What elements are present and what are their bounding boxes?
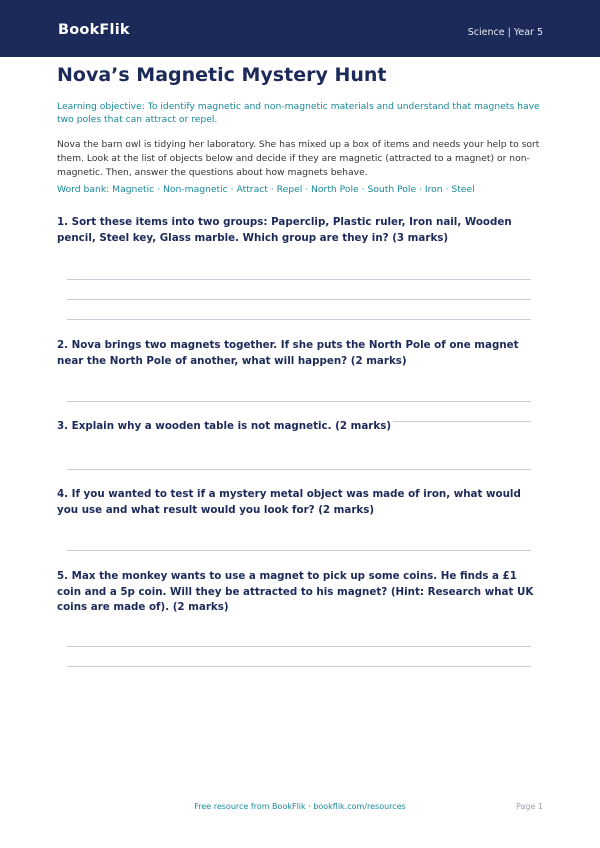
answer-line bbox=[67, 299, 531, 300]
answer-line bbox=[67, 319, 531, 320]
question-2: 2. Nova brings two magnets together. If she puts the North Pole of one magnet near the North Pole of another, what will happen? (2 marks) bbox=[57, 338, 543, 369]
subject-year-label: Science | Year 5 bbox=[467, 27, 543, 38]
answer-line bbox=[67, 666, 531, 667]
answer-line bbox=[67, 279, 531, 280]
answer-line bbox=[67, 469, 531, 470]
intro-paragraph: Nova the barn owl is tidying her laboratory. She has mixed up a box of items and needs your help to sort them. Look at the list of objects below and decide if they are magnetic (attracted to a magnet) or non-magnetic. Then, answer the questions about how magnets behave. bbox=[57, 139, 540, 178]
question-3: 3. Explain why a wooden table is not magnetic. (2 marks) bbox=[57, 419, 393, 435]
brand-logo-text: BookFlik bbox=[58, 22, 130, 38]
page-number: Page 1 bbox=[516, 802, 543, 811]
footer-link[interactable]: Free resource from BookFlik · bookflik.com/resources bbox=[194, 802, 406, 811]
question-4: 4. If you wanted to test if a mystery metal object was made of iron, what would you use and what result would you look for? (2 marks) bbox=[57, 487, 543, 518]
answer-line bbox=[67, 646, 531, 647]
question-5: 5. Max the monkey wants to use a magnet to pick up some coins. He finds a £1 coin and a 5p coin. Will they be attracted to his magnet? (Hint: Research what UK coins are made of). (2 marks) bbox=[57, 569, 543, 616]
question-1: 1. Sort these items into two groups: Paperclip, Plastic ruler, Iron nail, Wooden pencil, Steel key, Glass marble. Which group are they in? (3 marks) bbox=[57, 216, 512, 244]
answer-line bbox=[67, 401, 531, 402]
answer-line bbox=[67, 550, 531, 551]
learning-objective: Learning objective: To identify magnetic and non-magnetic materials and understand that magnets have two poles that can attract or repel. bbox=[57, 101, 540, 125]
word-bank: Word bank: Magnetic · Non-magnetic · Attract · Repel · North Pole · South Pole · Iron · Steel bbox=[57, 184, 475, 195]
header-bar bbox=[0, 0, 600, 57]
worksheet-title: Nova’s Magnetic Mystery Hunt bbox=[57, 64, 387, 86]
